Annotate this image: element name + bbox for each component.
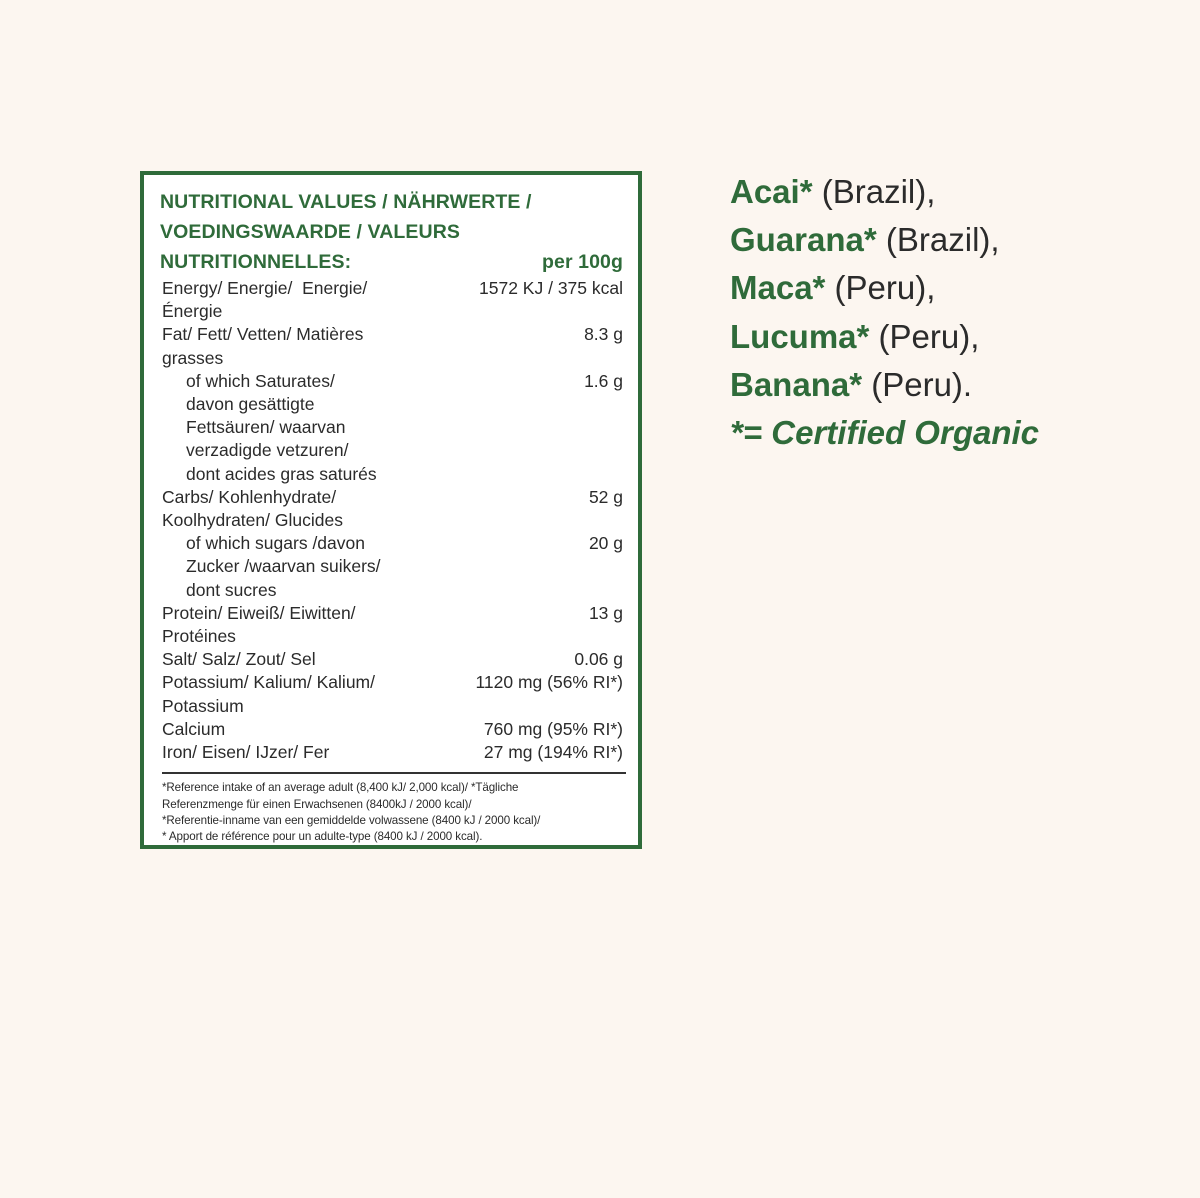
nutrition-row-protein — [158, 602, 623, 648]
nutrient-name: Protein/ Eiweiß/ Eiwitten/ Protéines — [162, 602, 356, 647]
nutrient-value: 0.06 g — [574, 649, 623, 670]
nutrient-name: of which Saturates/ davon gesättigte Fettsäuren/ waarvan verzadigde vetzuren/ dont acides gras saturés — [186, 370, 377, 484]
nutrient-name: Potassium/ Kalium/ Kalium/ Potassium — [162, 672, 375, 716]
nutrition-row-calcium — [158, 718, 623, 741]
nutrition-row-potassium — [158, 671, 623, 717]
footnote-line: *Reference intake of an average adult (8,400 kJ/ 2,000 kcal)/ *Tägliche — [162, 781, 519, 795]
certified-organic-note: *= Certified Organic — [730, 414, 1040, 452]
nutrient-name: Iron/ Eisen/ IJzer/ Fer — [162, 742, 330, 763]
nutrition-row-carbs — [158, 486, 623, 532]
nutrition-row-fat — [158, 323, 623, 369]
nutrient-value: 8.3 g — [584, 324, 623, 345]
nutrient-name: Salt/ Salz/ Zout/ Sel — [162, 649, 316, 670]
label-title-line-3 — [158, 247, 623, 277]
nutrition-row-iron — [158, 741, 623, 764]
footnote-line: * Apport de référence pour un adulte-type (8400 kJ / 2000 kcal). — [162, 830, 483, 844]
nutrient-name: of which sugars /davon Zucker /waarvan suikers/ dont sucres — [186, 533, 381, 600]
footnote-line: *Referentie-inname van een gemiddelde volwassene (8400 kJ / 2000 kcal)/ — [162, 813, 541, 827]
ingredient-name: Guarana* — [730, 221, 877, 259]
nutrition-label — [140, 171, 642, 849]
nutrient-value: 20 g — [588, 533, 623, 554]
nutrient-name: Calcium — [162, 718, 226, 739]
ingredients-list — [730, 168, 1039, 457]
nutrient-value: 52 g — [588, 486, 623, 507]
nutrition-row-energy — [158, 277, 623, 323]
nutrient-name: Carbs/ Kohlenhydrate/ Koolhydraten/ Glucides — [162, 486, 343, 531]
nutrition-row-sugars — [158, 532, 623, 602]
nutrient-value: 13 g — [588, 602, 623, 623]
label-title-line-2: VOEDINGSWAARDE / VALEURS — [160, 221, 460, 243]
ingredient-origin: (Peru). — [862, 365, 973, 403]
ingredient-origin: (Brazil), — [876, 221, 1000, 259]
per-100g-label: per 100g — [541, 251, 623, 273]
ingredient-name: Lucuma* — [730, 317, 870, 355]
nutrient-value: 27 mg (194% RI*) — [483, 742, 623, 763]
ingredient-guarana — [730, 216, 1039, 264]
ingredient-name: Acai* — [730, 173, 813, 210]
nutrition-row-saturates — [158, 370, 623, 486]
ingredient-name: Maca* — [730, 269, 826, 307]
nutrient-name: Energy/ Energie/ Energie/ Énergie — [162, 278, 368, 322]
nutrient-value: 760 mg (95% RI*) — [483, 718, 623, 739]
footnote-line: Referenzmenge für einen Erwachsenen (8400kJ / 2000 kcal)/ — [162, 797, 472, 811]
ingredient-maca — [730, 264, 1039, 312]
ingredient-origin: (Peru), — [869, 317, 980, 355]
nutrient-value: 1572 KJ / 375 kcal — [479, 278, 623, 298]
label-title-text: NUTRITIONNELLES: — [160, 251, 352, 273]
ingredient-banana — [730, 361, 1039, 409]
nutrition-row-salt — [158, 648, 623, 671]
label-title-line-1: NUTRITIONAL VALUES / NÄHRWERTE / — [160, 191, 532, 213]
footnote-divider — [162, 772, 626, 774]
ingredient-origin: (Brazil), — [812, 173, 936, 210]
nutrient-value: 1.6 g — [584, 370, 623, 391]
ingredient-origin: (Peru), — [825, 269, 936, 307]
nutrition-rows — [158, 277, 623, 764]
nutrient-name: Fat/ Fett/ Vetten/ Matières grasses — [162, 324, 364, 368]
ingredient-name: Banana* — [730, 365, 863, 403]
nutrient-value: 1120 mg (56% RI*) — [475, 672, 623, 693]
ingredient-acai — [730, 168, 1039, 216]
reference-intake-footnote — [158, 780, 623, 845]
ingredient-lucuma — [730, 313, 1039, 361]
